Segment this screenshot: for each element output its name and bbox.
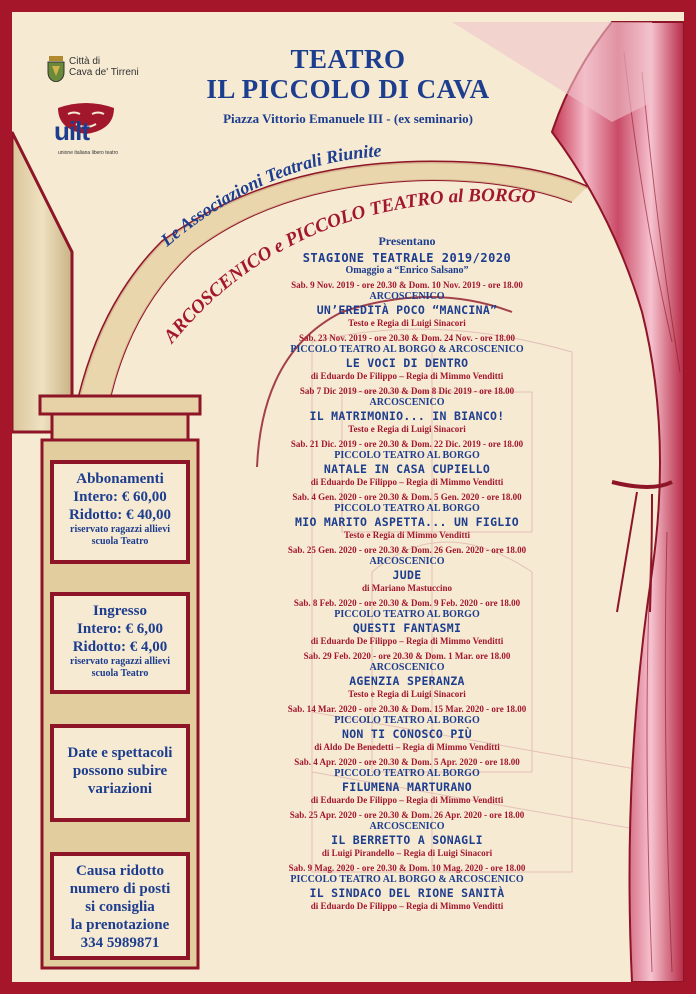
- event-company: ARCOSCENICO: [369, 291, 445, 302]
- events-list: [237, 280, 577, 912]
- variazioni-line-1: Date e spettacoli: [67, 745, 173, 761]
- event-company: PICCOLO TEATRO AL BORGO: [334, 609, 480, 620]
- page-title-line1: TEATRO: [290, 44, 406, 74]
- event-dates: Sab. 25 Gen. 2020 - ore 20.30 & Dom. 26 Gen. 2020 - ore 18.00: [287, 545, 527, 555]
- event-entry: [237, 280, 577, 329]
- event-author: Testo e Regia di Luigi Sinacori: [348, 318, 466, 328]
- event-title: IL BERRETTO A SONAGLI: [331, 833, 483, 847]
- event-entry: [237, 757, 577, 806]
- tribute-line: Omaggio a “Enrico Salsano”: [345, 265, 469, 276]
- variazioni-panel: [50, 724, 190, 822]
- event-author: di Mariano Mastuccino: [362, 583, 452, 593]
- event-entry: [237, 386, 577, 435]
- event-entry: [237, 492, 577, 541]
- event-title: JUDE: [392, 568, 422, 582]
- event-dates: Sab. 8 Feb. 2020 - ore 20.30 & Dom. 9 Feb. 2020 - ore 18.00: [293, 598, 521, 608]
- poster-background: [12, 12, 684, 982]
- event-entry: [237, 439, 577, 488]
- event-company: ARCOSCENICO: [369, 556, 445, 567]
- event-company: PICCOLO TEATRO AL BORGO & ARCOSCENICO: [290, 344, 524, 355]
- event-dates: Sab. 9 Mag. 2020 - ore 20.30 & Dom. 10 Mag. 2020 - ore 18.00: [288, 863, 526, 873]
- ingresso-intero: Intero: € 6,00: [77, 621, 163, 637]
- event-dates: Sab 7 Dic 2019 - ore 20.30 & Dom 8 Dic 2019 - ore 18.00: [299, 386, 515, 396]
- event-author: Testo e Regia di Luigi Sinacori: [348, 689, 466, 699]
- event-entry: [237, 863, 577, 912]
- abbonamenti-panel: [50, 460, 190, 564]
- abbonamenti-note-1: riservato ragazzi allievi: [70, 524, 170, 535]
- event-title: QUESTI FANTASMI: [352, 621, 462, 635]
- event-entry: [237, 651, 577, 700]
- event-company: PICCOLO TEATRO AL BORGO: [334, 503, 480, 514]
- venue-address: Piazza Vittorio Emanuele III - (ex seminario): [223, 111, 473, 126]
- event-dates: Sab. 14 Mar. 2020 - ore 20.30 & Dom. 15 Mar. 2020 - ore 18.00: [287, 704, 527, 714]
- event-author: di Aldo De Benedetti – Regia di Mimmo Venditti: [314, 742, 500, 752]
- event-author: di Eduardo De Filippo – Regia di Mimmo Venditti: [310, 371, 504, 381]
- event-title: IL MATRIMONIO... IN BIANCO!: [309, 409, 505, 423]
- event-title: IL SINDACO DEL RIONE SANITÀ: [309, 886, 505, 900]
- event-company: PICCOLO TEATRO AL BORGO & ARCOSCENICO: [290, 874, 524, 885]
- event-author: di Eduardo De Filippo – Regia di Mimmo Venditti: [310, 636, 504, 646]
- event-dates: Sab. 29 Feb. 2020 - ore 20.30 & Dom. 1 Mar. ore 18.00: [303, 651, 511, 661]
- event-entry: [237, 545, 577, 594]
- event-entry: [237, 704, 577, 753]
- arch-text-line1: Le Associazioni Teatrali Riunite: [156, 140, 383, 251]
- uilt-caption: unione italiana libero teatro: [57, 150, 119, 156]
- event-company: ARCOSCENICO: [369, 821, 445, 832]
- event-title: MIO MARITO ASPETTA... UN FIGLIO: [295, 515, 519, 529]
- event-title: UN’EREDITÀ POCO “MANCINA”: [316, 303, 498, 317]
- event-dates: Sab. 25 Apr. 2020 - ore 20.30 & Dom. 26 Apr. 2020 - ore 18.00: [289, 810, 525, 820]
- event-dates: Sab. 23 Nov. 2019 - ore 20.30 & Dom. 24 Nov. - ore 18.00: [299, 333, 515, 343]
- event-company: ARCOSCENICO: [369, 662, 445, 673]
- prenotazione-line-3: si consiglia: [85, 899, 155, 915]
- variazioni-line-3: variazioni: [87, 781, 153, 797]
- event-company: PICCOLO TEATRO AL BORGO: [334, 715, 480, 726]
- ingresso-note-2: scuola Teatro: [91, 668, 149, 679]
- event-title: FILUMENA MARTURANO: [341, 780, 473, 794]
- prenotazione-line-1: Causa ridotto: [76, 863, 164, 879]
- event-dates: Sab. 21 Dic. 2019 - ore 20.30 & Dom. 22 Dic. 2019 - ore 18.00: [290, 439, 524, 449]
- ingresso-panel: [50, 592, 190, 694]
- phone-number: 334 5989871: [80, 935, 160, 951]
- abbonamenti-intero: Intero: € 60,00: [73, 489, 167, 505]
- event-author: di Eduardo De Filippo – Regia di Mimmo Venditti: [310, 477, 504, 487]
- event-author: di Eduardo De Filippo – Regia di Mimmo Venditti: [310, 901, 504, 911]
- ingresso-title: Ingresso: [93, 603, 147, 619]
- event-dates: Sab. 4 Apr. 2020 - ore 20.30 & Dom. 5 Apr. 2020 - ore 18.00: [294, 757, 520, 767]
- event-entry: [237, 333, 577, 382]
- comune-label-2: Cava de' Tirreni: [69, 67, 139, 78]
- program-list: [237, 234, 577, 912]
- event-author: Testo e Regia di Mimmo Venditti: [344, 530, 470, 540]
- abbonamenti-ridotto: Ridotto: € 40,00: [68, 507, 172, 523]
- prenotazione-line-4: la prenotazione: [70, 917, 170, 933]
- abbonamenti-title: Abbonamenti: [76, 471, 164, 487]
- ingresso-note-1: riservato ragazzi allievi: [70, 656, 170, 667]
- event-author: di Eduardo De Filippo – Regia di Mimmo Venditti: [310, 795, 504, 805]
- comune-label-1: Città di: [69, 56, 101, 67]
- prenotazione-line-2: numero di posti: [69, 881, 171, 897]
- event-author: di Luigi Pirandello – Regia di Luigi Sinacori: [321, 848, 493, 858]
- prenotazione-panel: [50, 852, 190, 960]
- variazioni-line-2: possono subire: [72, 763, 168, 779]
- event-company: PICCOLO TEATRO AL BORGO: [334, 450, 480, 461]
- event-author: Testo e Regia di Luigi Sinacori: [348, 424, 466, 434]
- event-title: LE VOCI DI DENTRO: [345, 356, 469, 370]
- ingresso-ridotto: Ridotto: € 4,00: [72, 639, 168, 655]
- event-title: NON TI CONOSCO PIÙ: [341, 727, 473, 741]
- event-dates: Sab. 9 Nov. 2019 - ore 20.30 & Dom. 10 Nov. 2019 - ore 18.00: [291, 280, 523, 290]
- event-company: ARCOSCENICO: [369, 397, 445, 408]
- arch-text-line2: ARCOSCENICO e PICCOLO TEATRO al BORGO: [159, 185, 536, 348]
- event-company: PICCOLO TEATRO AL BORGO: [334, 768, 480, 779]
- abbonamenti-note-2: scuola Teatro: [91, 536, 149, 547]
- event-entry: [237, 810, 577, 859]
- event-title: AGENZIA SPERANZA: [349, 674, 465, 688]
- season-title: STAGIONE TEATRALE 2019/2020: [302, 251, 512, 265]
- event-title: NATALE IN CASA CUPIELLO: [323, 462, 491, 476]
- event-dates: Sab. 4 Gen. 2020 - ore 20.30 & Dom. 5 Gen. 2020 - ore 18.00: [292, 492, 522, 502]
- event-entry: [237, 598, 577, 647]
- page-title-line2: IL PICCOLO DI CAVA: [206, 74, 490, 104]
- uilt-wordmark: uilt: [54, 116, 89, 146]
- presentano-label: Presentano: [378, 234, 436, 248]
